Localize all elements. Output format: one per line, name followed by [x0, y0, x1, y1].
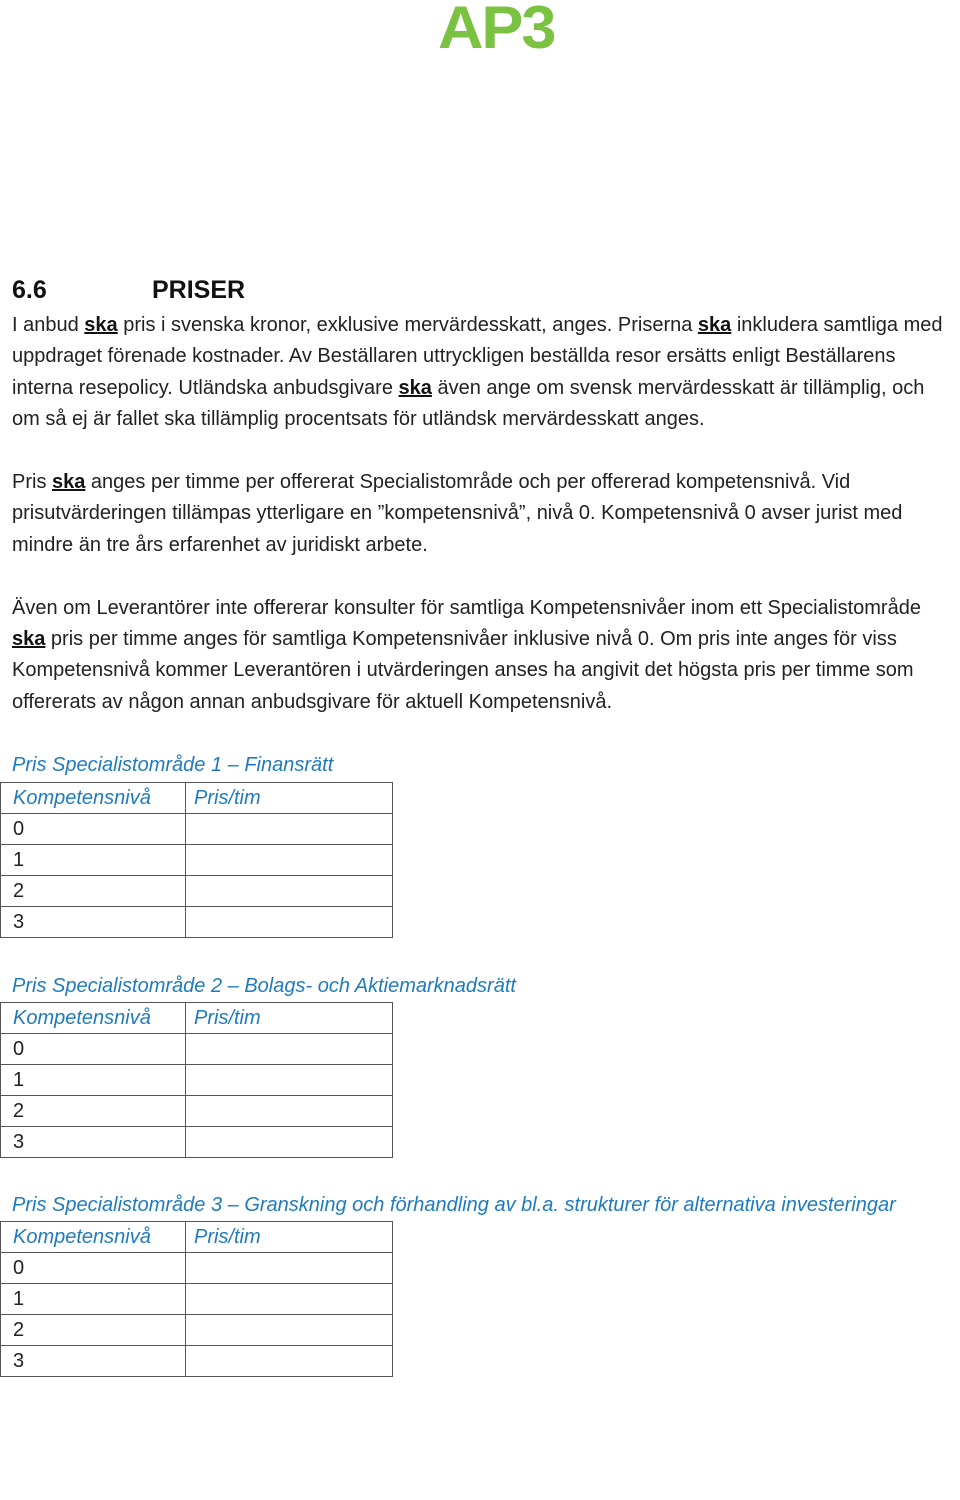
table-row: [1, 906, 393, 937]
text-run: Pris: [12, 471, 52, 494]
text-run: inkludera samtliga med uppdraget förenade kostnader. Av Beställaren uttryckligen beställda resor ersätts enligt Beställarens interna resepolicy. Utländska anbudsgivare: [12, 314, 943, 399]
price-cell[interactable]: [186, 813, 393, 844]
text-run: Även om Leverantörer inte offererar konsulter för samtliga Kompetensnivåer inom ett Specialistområde: [12, 596, 921, 619]
price-cell[interactable]: [186, 906, 393, 937]
header-kompetensniva: Kompetensnivå: [1, 1222, 186, 1253]
table-row: [1, 813, 393, 844]
table-row: [1, 1034, 393, 1065]
price-cell[interactable]: [186, 1284, 393, 1315]
text-run: pris i svenska kronor, exklusive mervärdesskatt, anges. Priserna: [117, 314, 698, 336]
table-row: [1, 875, 393, 906]
text-run: anges per timme per offererat Specialistområde och per offererad kompetensnivå. Vid prisutvärderingen tillämpas ytterligare en ”kompetensnivå”, nivå 0. Kompetensnivå 0 avser jurist med mindre än tre års erfarenhet av juridiskt arbete.: [12, 471, 903, 556]
price-cell[interactable]: [186, 1065, 393, 1096]
emphasis-ska: ska: [84, 314, 118, 336]
table-row: [1, 844, 393, 875]
price-cell[interactable]: [186, 1315, 393, 1346]
level-cell: 3: [1, 1346, 186, 1377]
paragraph-price-per-hour: [12, 467, 956, 561]
paragraph-all-levels: [12, 593, 956, 719]
level-cell: 3: [1, 906, 186, 937]
table-row: [1, 1096, 393, 1127]
table-header-row: [1, 1003, 393, 1034]
document-body: [12, 272, 956, 1377]
header-pris-tim: Pris/tim: [186, 1003, 393, 1034]
header-pris-tim: Pris/tim: [186, 782, 393, 813]
price-table-1: [0, 782, 393, 938]
emphasis-ska: ska: [697, 314, 732, 336]
price-cell[interactable]: [186, 1127, 393, 1158]
ap3-logo: AP3: [438, 0, 555, 61]
text-run: pris per timme anges för samtliga Kompetensnivåer inklusive nivå 0. Om pris inte anges för viss Kompetensnivå kommer Leverantören i utvärderingen anses ha angivit det högsta pris per timme som offererats av någon annan anbudsgivare för aktuell Kompetensnivå.: [12, 628, 914, 713]
price-cell[interactable]: [186, 1346, 393, 1377]
table-row: [1, 1315, 393, 1346]
table-header-row: [1, 782, 393, 813]
table-row: [1, 1253, 393, 1284]
level-cell: 0: [1, 1253, 186, 1284]
level-cell: 0: [1, 813, 186, 844]
text-run: I anbud: [12, 314, 85, 336]
table-row: [1, 1284, 393, 1315]
level-cell: 2: [1, 1096, 186, 1127]
price-table-2-title: Pris Specialistområde 2 – Bolags- och Aktiemarknadsrätt: [12, 974, 516, 997]
header-pris-tim: Pris/tim: [186, 1222, 393, 1253]
table-header-row: [1, 1222, 393, 1253]
price-cell[interactable]: [186, 1034, 393, 1065]
section-heading: [12, 272, 956, 308]
level-cell: 1: [1, 1284, 186, 1315]
header-kompetensniva: Kompetensnivå: [1, 782, 186, 813]
price-cell[interactable]: [186, 1096, 393, 1127]
table-row: [1, 1127, 393, 1158]
emphasis-ska: ska: [398, 376, 432, 399]
price-cell[interactable]: [186, 875, 393, 906]
price-cell[interactable]: [186, 1253, 393, 1284]
level-cell: 1: [1, 1065, 186, 1096]
header-kompetensniva: Kompetensnivå: [1, 1003, 186, 1034]
price-table-1-title: Pris Specialistområde 1 – Finansrätt: [12, 754, 334, 777]
emphasis-ska: ska: [52, 471, 86, 494]
level-cell: 1: [1, 844, 186, 875]
price-table-3-title: Pris Specialistområde 3 – Granskning och förhandling av bl.a. strukturer för alternativa investeringar: [12, 1194, 896, 1217]
section-number: 6.6: [12, 276, 47, 304]
table-row: [1, 1065, 393, 1096]
section-title: PRISER: [152, 276, 246, 304]
text-run: även ange om svensk mervärdesskatt är tillämplig, och om så ej är fallet ska tillämplig procentsats för utländsk mervärdesskatt anges.: [12, 376, 925, 431]
level-cell: 2: [1, 875, 186, 906]
level-cell: 0: [1, 1034, 186, 1065]
price-table-3: [0, 1221, 393, 1377]
price-cell[interactable]: [186, 844, 393, 875]
level-cell: 2: [1, 1315, 186, 1346]
emphasis-ska: ska: [12, 628, 46, 651]
table-row: [1, 1346, 393, 1377]
price-table-2: [0, 1002, 393, 1158]
paragraph-prices-currency: [12, 310, 956, 436]
level-cell: 3: [1, 1127, 186, 1158]
